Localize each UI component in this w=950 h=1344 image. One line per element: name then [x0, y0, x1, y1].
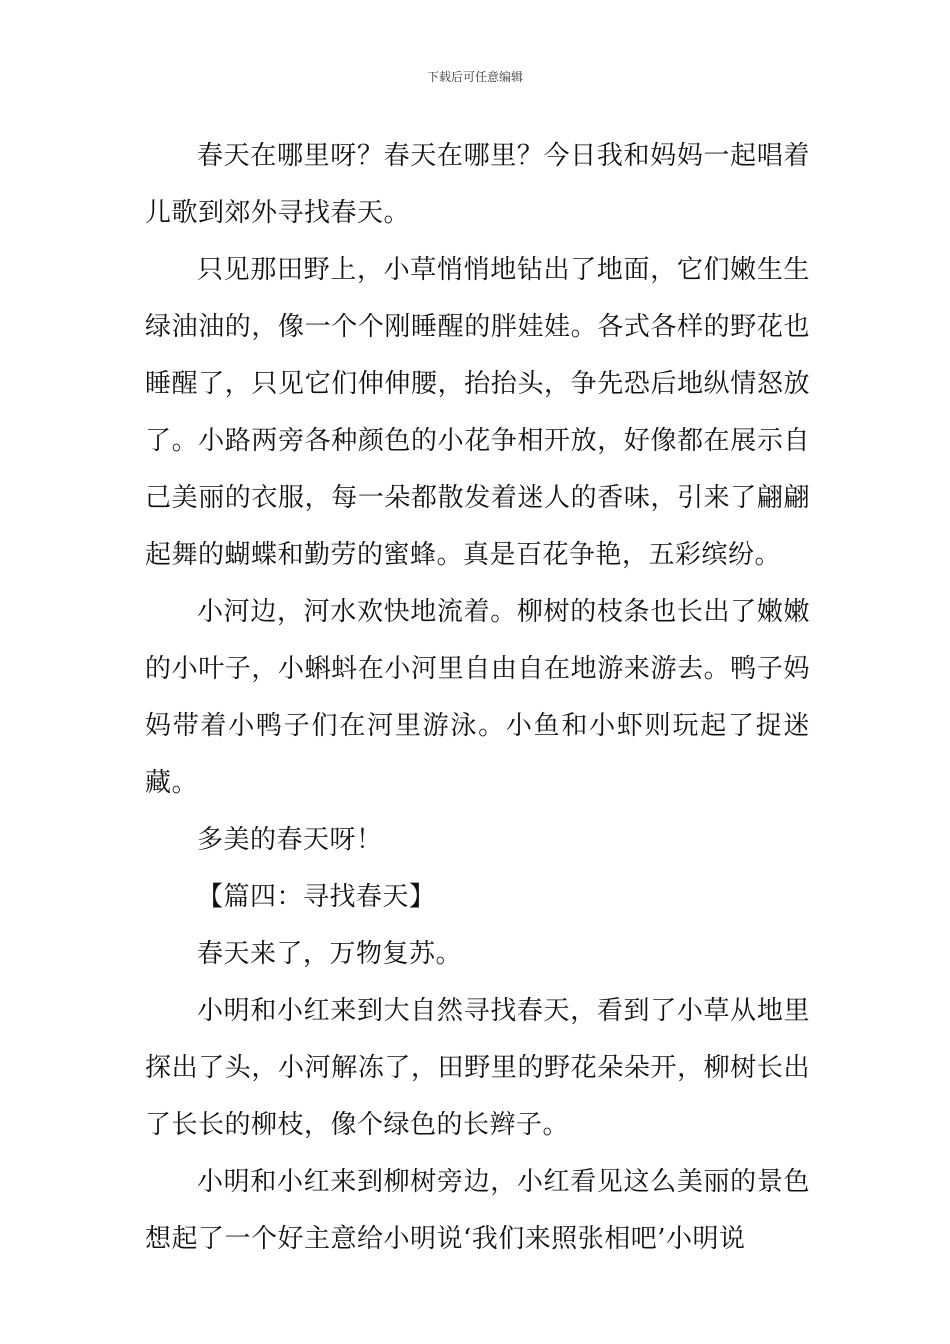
paragraph-2: 只见那田野上，小草悄悄地钻出了地面，它们嫩生生绿油油的，像一个个刚睡醒的胖娃娃。各式各样的野花也睡醒了，只见它们伸伸腰，抬抬头，争先恐后地纵情怒放了。小路两旁各种颜色的小花争相开放，好像都在展示自己美丽的衣服，每一朵都散发着迷人的香味，引来了翩翩起舞的蝴蝶和勤劳的蜜蜂。真是百花争艳，五彩缤纷。: [145, 255, 810, 570]
paragraph-1: 春天在哪里呀？春天在哪里？今日我和妈妈一起唱着儿歌到郊外寻找春天。: [145, 141, 810, 228]
paragraph-7: 小明和小红来到柳树旁边，小红看见这么美丽的景色想起了一个好主意给小明说‘我们来照张相吧’小明说: [145, 1167, 810, 1254]
paragraph-3: 小河边，河水欢快地流着。柳树的枝条也长出了嫩嫩的小叶子，小蝌蚪在小河里自由自在地游来游去。鸭子妈妈带着小鸭子们在河里游泳。小鱼和小虾则玩起了捉迷藏。: [145, 597, 810, 798]
paragraph-4: 多美的春天呀！: [197, 825, 383, 855]
paragraph-6: 小明和小红来到大自然寻找春天，看到了小草从地里探出了头，小河解冻了，田野里的野花朵朵开，柳树长出了长长的柳枝，像个绿色的长辫子。: [145, 996, 810, 1140]
document-body: [145, 128, 810, 1268]
paragraph-5: 春天来了，万物复苏。: [197, 939, 463, 969]
page-header: 下载后可任意编辑: [426, 70, 523, 84]
section-heading: 【篇四：寻找春天】: [197, 882, 436, 912]
